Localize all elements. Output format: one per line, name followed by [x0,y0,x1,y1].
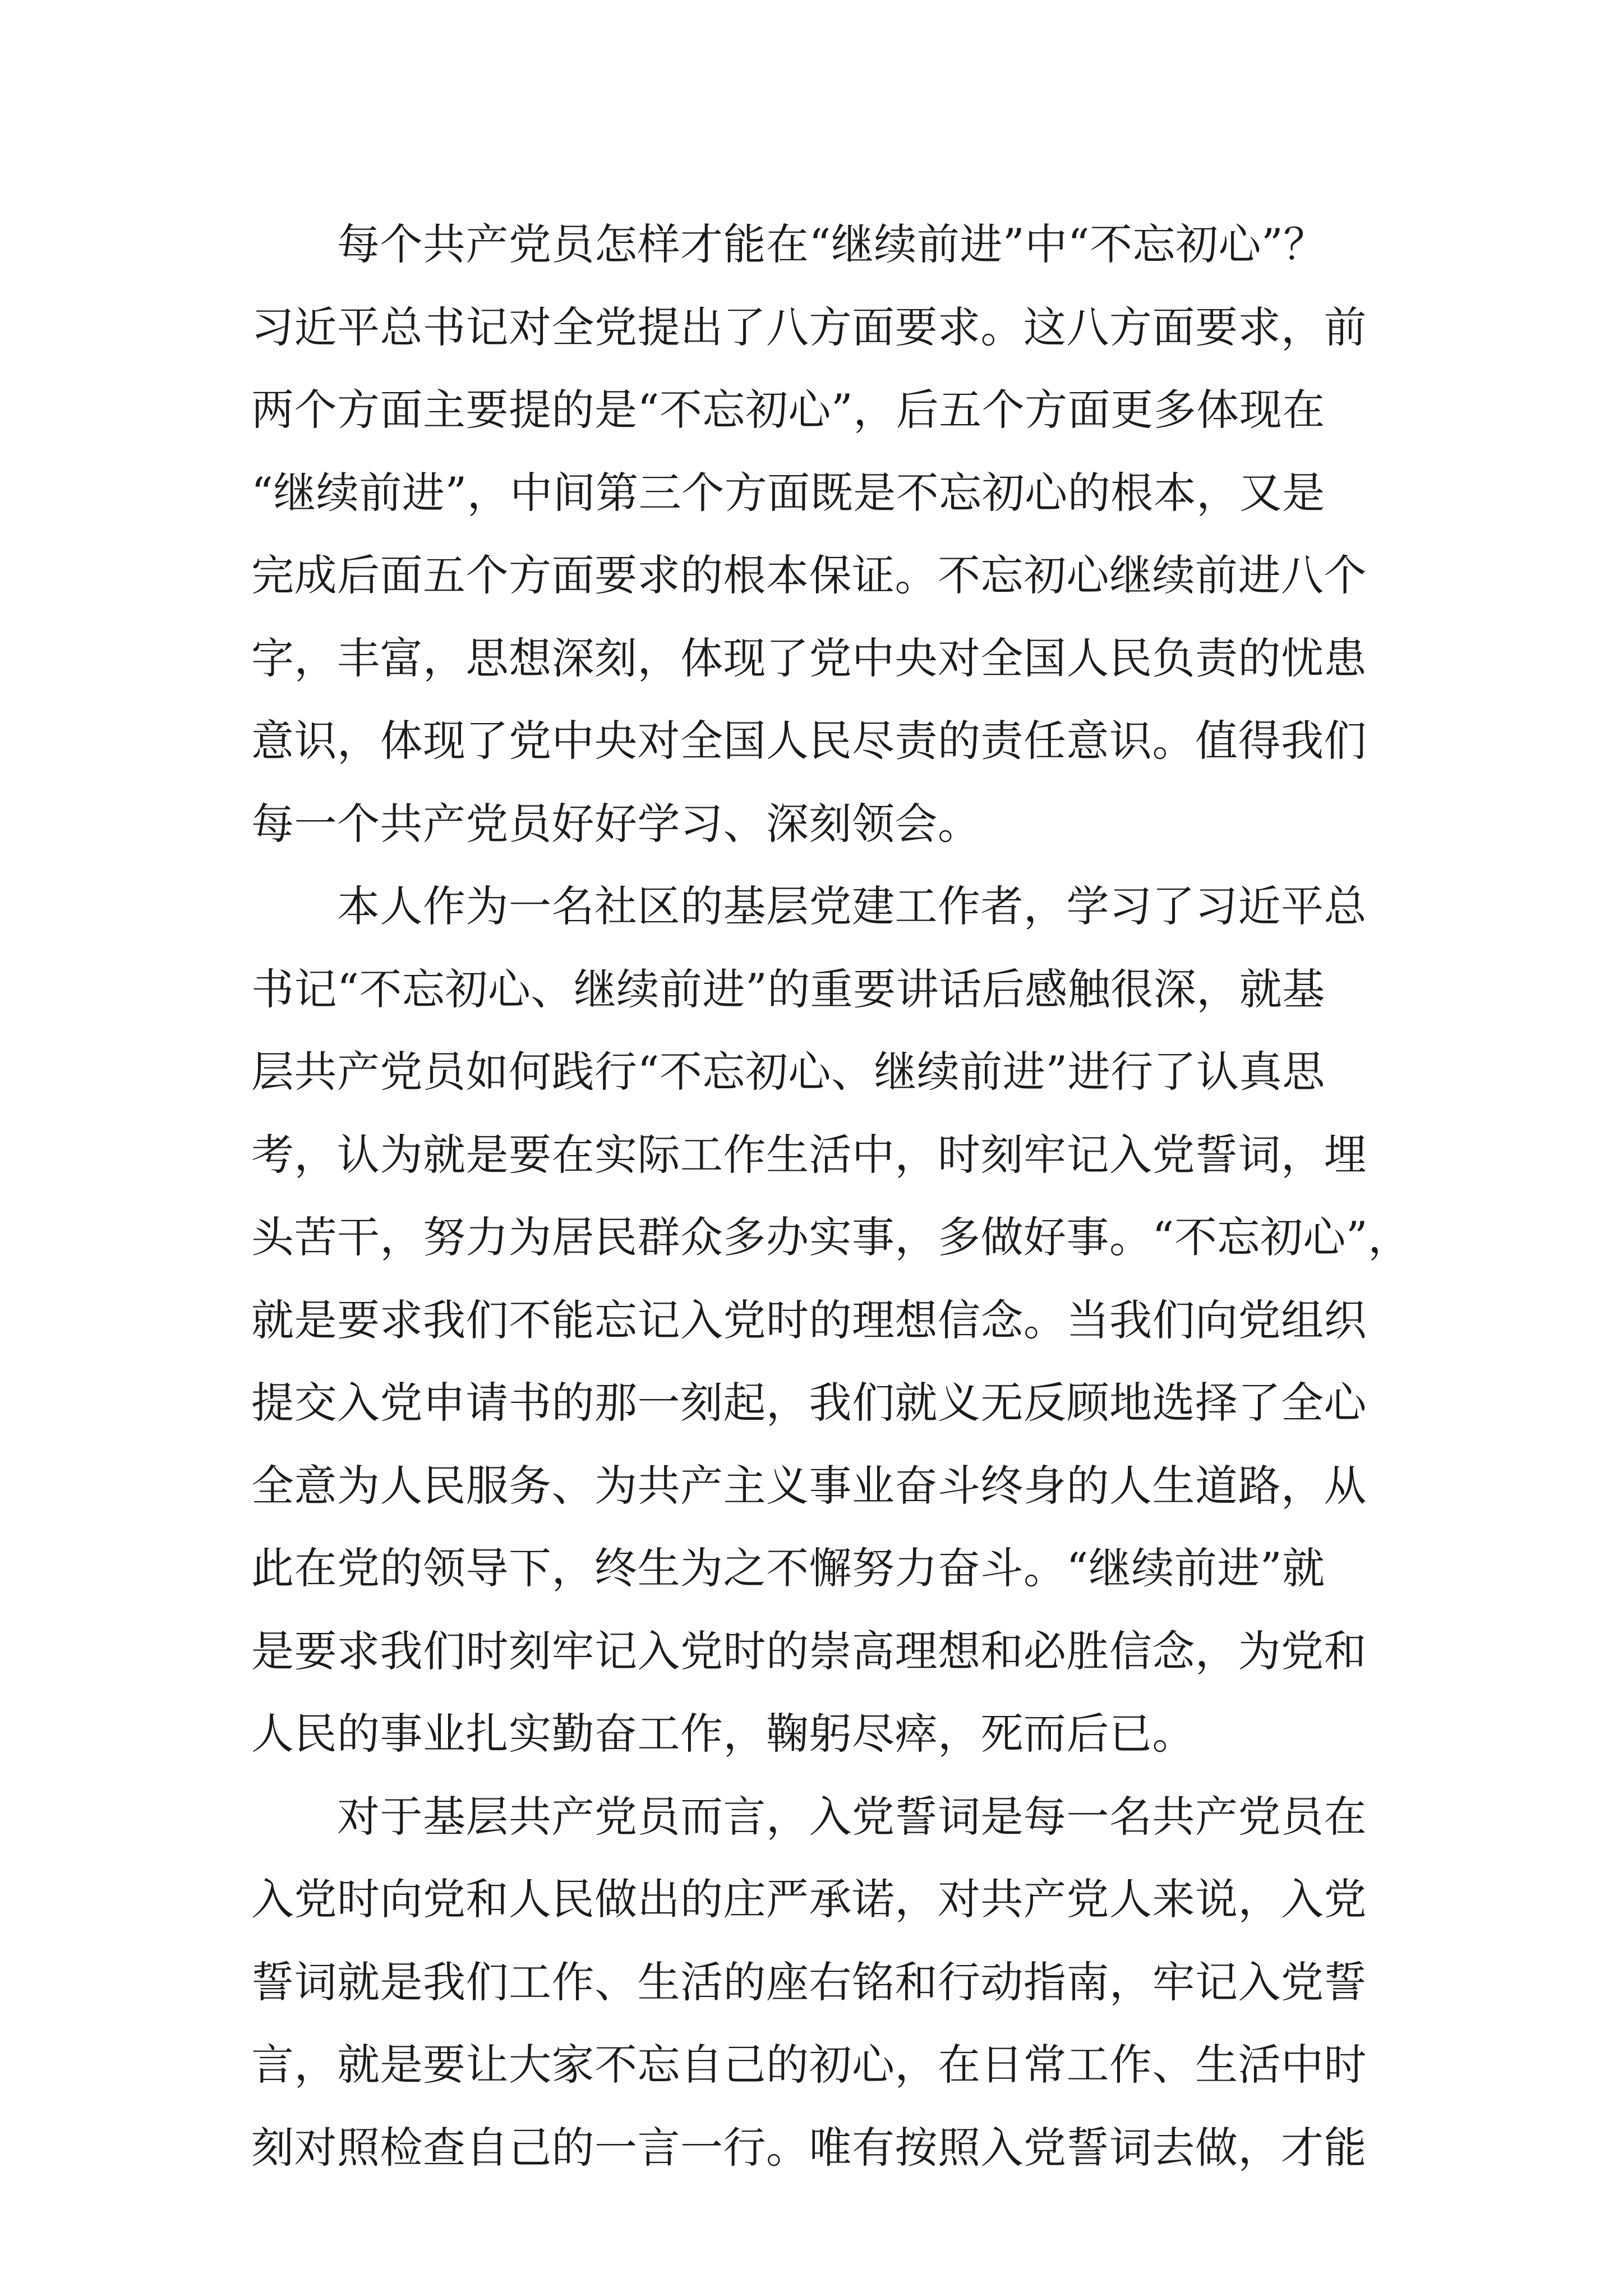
text-line: 头苦干，努力为居民群众多办实事，多做好事。“不忘初心”， [251,1212,1411,1262]
text-line: 习近平总书记对全党提出了八方面要求。这八方面要求，前 [251,302,1367,352]
text-line: 誓词就是我们工作、生活的座右铭和行动指南，牢记入党誓 [251,1957,1367,2007]
text-line: 完成后面五个方面要求的根本保证。不忘初心继续前进八个 [251,550,1367,600]
text-line: 两个方面主要提的是“不忘初心”，后五个方面更多体现在 [251,385,1325,435]
text-line: 层共产党员如何践行“不忘初心、继续前进”进行了认真思 [251,1047,1325,1097]
text-line: 对于基层共产党员而言，入党誓词是每一名共产党员在 [251,1791,1367,1842]
text-line: 此在党的领导下，终生为之不懈努力奋斗。“继续前进”就 [251,1543,1325,1593]
text-line: 人民的事业扎实勤奋工作，鞠躬尽瘁，死而后已。 [251,1709,1195,1759]
text-line: 言，就是要让大家不忘自己的初心，在日常工作、生活中时 [251,2040,1367,2090]
text-line: 本人作为一名社区的基层党建工作者，学习了习近平总 [251,881,1367,931]
text-line: 意识，体现了党中央对全国人民尽责的责任意识。值得我们 [251,716,1367,766]
text-line: “继续前进”，中间第三个方面既是不忘初心的根本，又是 [251,467,1325,518]
text-line: 是要求我们时刻牢记入党时的崇高理想和必胜信念，为党和 [251,1626,1367,1676]
text-line: 字，丰富，思想深刻，体现了党中央对全国人民负责的忧患 [251,633,1367,683]
text-line: 就是要求我们不能忘记入党时的理想信念。当我们向党组织 [251,1295,1367,1345]
text-line: 每一个共产党员好好学习、深刻领会。 [251,798,981,849]
text-line: 书记“不忘初心、继续前进”的重要讲话后感触很深，就基 [251,964,1325,1014]
text-line: 提交入党申请书的那一刻起，我们就义无反顾地选择了全心 [251,1378,1367,1428]
text-line: 每个共产党员怎样才能在“继续前进”中“不忘初心”？ [251,219,1326,269]
text-line: 刻对照检查自己的一言一行。唯有按照入党誓词去做，才能 [251,2122,1367,2173]
text-line: 全意为人民服务、为共产主义事业奋斗终身的人生道路，从 [251,1460,1367,1511]
text-line: 考，认为就是要在实际工作生活中，时刻牢记入党誓词，埋 [251,1129,1367,1180]
text-line: 入党时向党和人民做出的庄严承诺，对共产党人来说，入党 [251,1874,1367,1924]
body-text [251,211,1411,2197]
